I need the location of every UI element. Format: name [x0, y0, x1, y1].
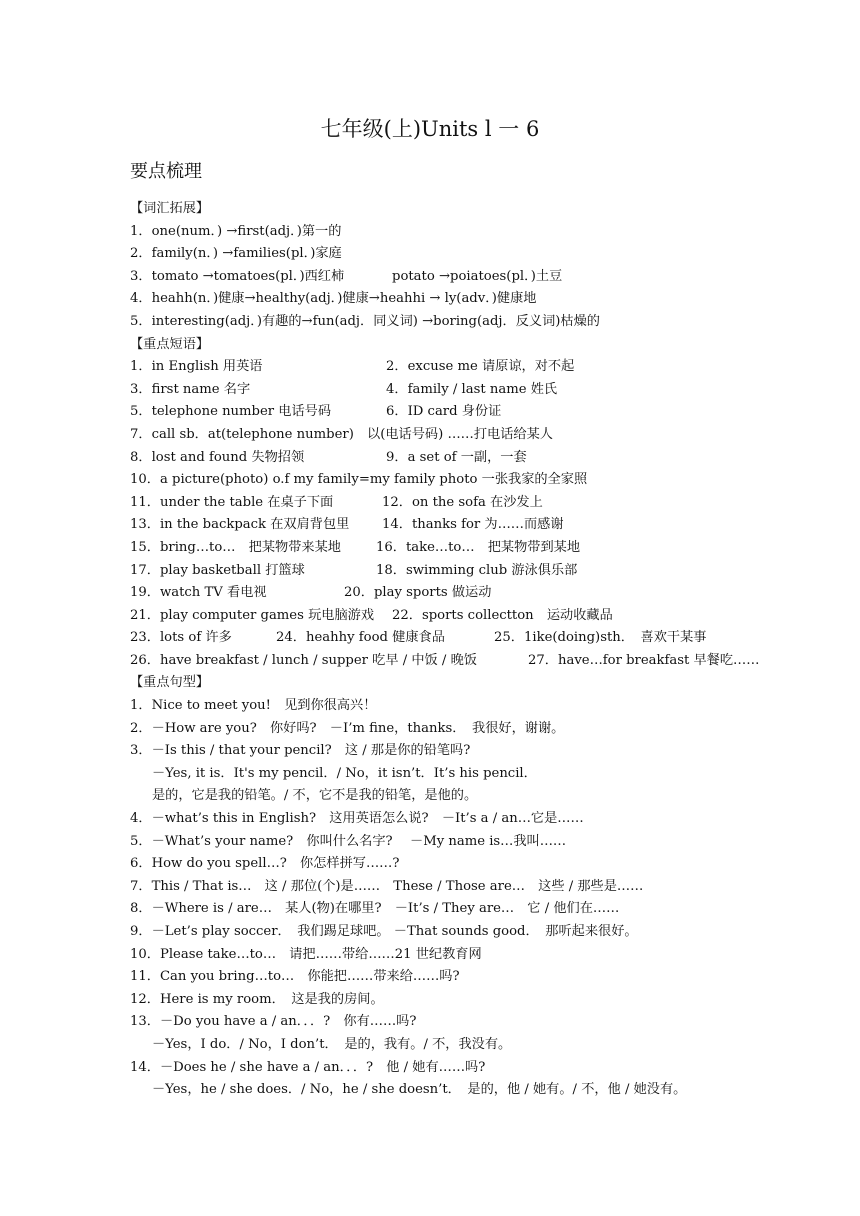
phrase-row [130, 650, 830, 673]
phrase: 11．under the table 在桌子下面 [130, 494, 334, 510]
sentence-line: 9．－Let’s play soccer． 我们踢足球吧。 －That sounds good． 那听起来很好。 [130, 924, 638, 939]
phrase: 3．first name 名字 [130, 381, 251, 397]
phrase-row [130, 379, 830, 402]
phrase: 2．excuse me 请原谅，对不起 [386, 359, 575, 375]
phrase: 12．on the sofa 在沙发上 [382, 494, 543, 510]
phrase: 23．lots of 许多 [130, 630, 232, 646]
phrase: 8．lost and found 失物招领 [130, 449, 305, 465]
sentence-line: 12．Here is my room． 这是我的房间。 [130, 991, 384, 1007]
sentence-line: 3．－Is this / that your pencil? 这 / 那是你的铅笔吗? [130, 743, 471, 759]
phrases-header: 【重点短语】 [130, 336, 210, 352]
phrase-row [130, 424, 830, 447]
phrase: 26．have breakfast / lunch / supper 吃早 / 中饭 / 晚饭 [130, 652, 477, 668]
phrase: 7．call sb．at(telephone number) 以(电话号码) ……打电话给某人 [130, 426, 553, 442]
phrase: 20．play sports 做运动 [344, 585, 492, 601]
sentence-line: 5．－What’s your name? 你叫什么名字? －My name is…我叫…… [130, 833, 567, 849]
vocab-item-part: potato →poiatoes(pl．)土豆 [392, 268, 563, 284]
phrase-row [130, 401, 830, 424]
phrase: 22．sports collectton 运动收藏品 [392, 607, 613, 623]
vocab-item: 1．one(num．) →first(adj．)第一的 [130, 223, 342, 239]
sentence-line: －Yes，I do．/ No，I don’t． 是的，我有。/ 不，我没有。 [152, 1036, 512, 1052]
sentence-line: 6．How do you spell…? 你怎样拼写……? [130, 856, 400, 872]
phrase: 13．in the backpack 在双肩背包里 [130, 517, 350, 533]
phrase: 4．family / last name 姓氏 [386, 381, 558, 397]
phrase-row [130, 627, 830, 650]
phrase: 10．a picture(photo) o.f my family=my family photo 一张我家的全家照 [130, 472, 588, 488]
sentence-line: 是的，它是我的铅笔。/ 不，它不是我的铅笔，是他的。 [152, 788, 478, 804]
sentence-line: 4．－what’s this in English? 这用英语怎么说? －It’s a / an…它是…… [130, 811, 584, 827]
vocab-item: 4．heahh(n．)健康→healthy(adj．)健康→heahhi → ly(adv．)健康地 [130, 291, 537, 307]
content [130, 198, 830, 1102]
sentence-line: 10．Please take…to… 请把……带给……21 世纪教育网 [130, 946, 482, 962]
vocab-item-part: 3．tomato →tomatoes(pl．)西红柿 [130, 268, 345, 284]
phrase: 27．have…for breakfast 早餐吃…… [528, 652, 760, 668]
phrase-row [130, 356, 830, 379]
vocab-item: 2．family(n．) →families(pl．)家庭 [130, 246, 342, 262]
phrase-row [130, 605, 830, 628]
phrase: 15．bring…to… 把某物带来某地 [130, 539, 341, 555]
vocab-header: 【词汇拓展】 [130, 201, 210, 216]
phrase: 17．play basketball 打篮球 [130, 562, 305, 578]
phrase: 24．heahhy food 健康食品 [276, 630, 445, 646]
sentence-line: 2．－How are you? 你好吗? －I’m fine，thanks． 我很好，谢谢。 [130, 720, 565, 736]
page-title: 七年级(上)Units l 一 6 [320, 117, 540, 141]
sentence-line: －Yes，he / she does．/ No，he / she doesn’t． 是的，他 / 她有。/ 不，他 / 她没有。 [152, 1082, 687, 1098]
phrase: 16．take…to… 把某物带到某地 [376, 539, 581, 555]
phrase: 6．ID card 身份证 [386, 404, 502, 420]
sentences-header: 【重点句型】 [130, 675, 210, 691]
phrase-row [130, 582, 830, 605]
sentence-line: 8．－Where is / are… 某人(物)在哪里? －It’s / They are… 它 / 他们在…… [130, 901, 620, 917]
phrase-row [130, 514, 830, 537]
phrase-row [130, 469, 830, 492]
sentence-line: 1．Nice to meet you! 见到你很高兴！ [130, 698, 377, 714]
sentence-line: 11．Can you bring…to… 你能把……带来给……吗? [130, 969, 460, 985]
phrase: 19．watch TV 看电视 [130, 585, 267, 601]
phrase: 14．thanks for 为……而感谢 [382, 517, 564, 533]
phrase-row [130, 492, 830, 515]
phrase: 9．a set of 一副，一套 [386, 449, 527, 465]
phrase: 5．telephone number 电话号码 [130, 404, 332, 420]
phrase: 1．in English 用英语 [130, 359, 263, 375]
vocab-item [130, 266, 830, 289]
phrase: 21．play computer games 玩电脑游戏 [130, 607, 375, 623]
phrase-row [130, 537, 830, 560]
sentence-line: 7．This / That is… 这 / 那位(个)是…… These / Those are… 这些 / 那些是…… [130, 878, 644, 894]
phrase: 25．1ike(doing)sth． 喜欢干某事 [494, 630, 707, 646]
sentence-line: 14．－Does he / she have a / an．．．? 他 / 她有……吗? [130, 1059, 486, 1075]
phrase: 18．swimming club 游泳俱乐部 [376, 562, 578, 578]
sentence-line: 13．－Do you have a / an．．．? 你有……吗? [130, 1014, 417, 1030]
section-subtitle: 要点梳理 [130, 161, 202, 182]
sentence-line: －Yes, it is．It's my pencil．/ No，it isn’t．It’s his pencil． [152, 765, 537, 781]
vocab-item: 5．interesting(adj．)有趣的→fun(adj．同义词) →boring(adj．反义词)枯燥的 [130, 313, 600, 329]
phrase-row [130, 560, 830, 583]
phrase-row [130, 447, 830, 470]
